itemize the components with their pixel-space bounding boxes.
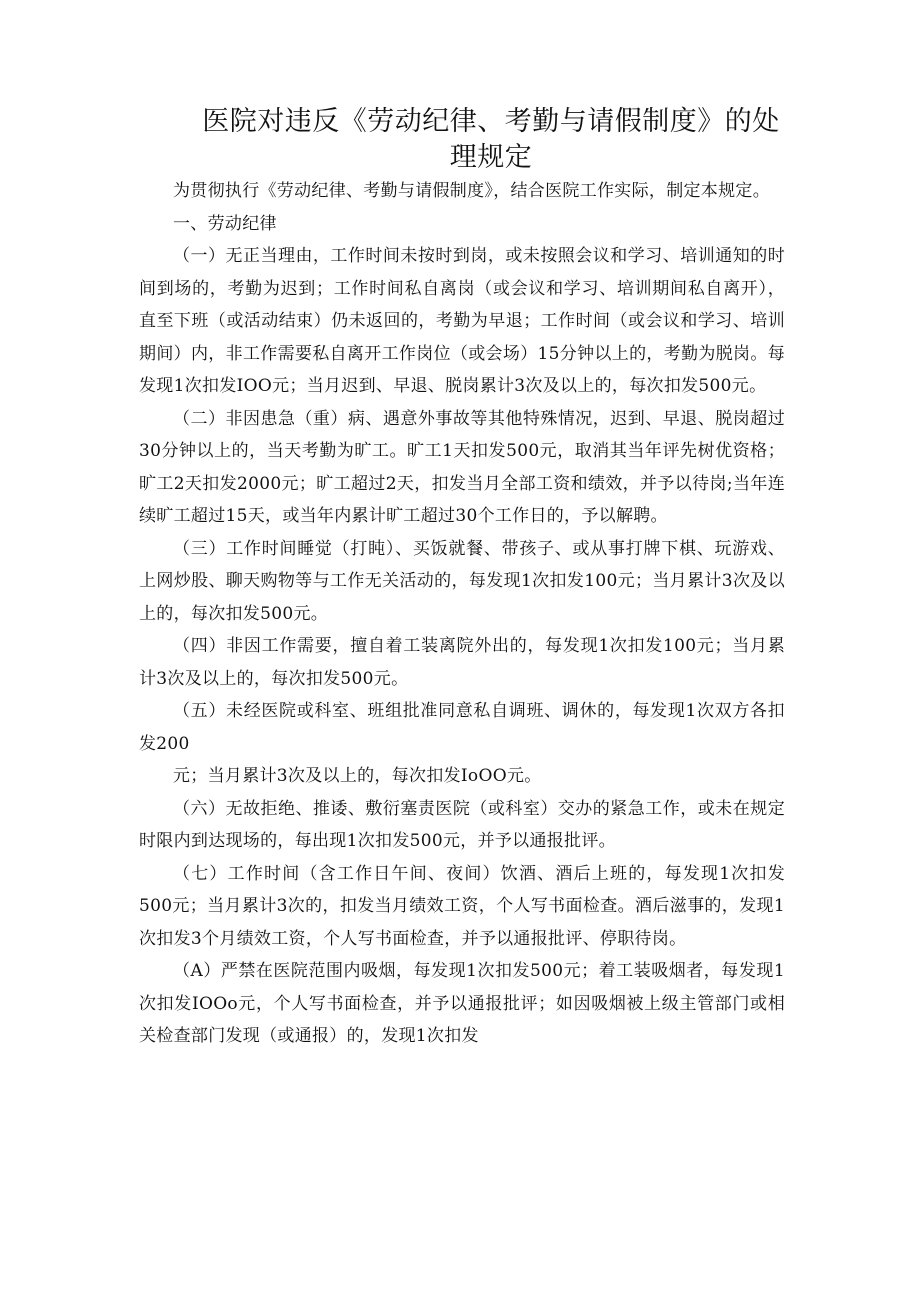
clause-4-paragraph: （四）非因工作需要，擅自着工装离院外出的，每发现1次扣发100元；当月累计3次及以上的，每次扣发500元。 — [139, 636, 785, 689]
clause-3-paragraph: （三）工作时间睡觉（打盹）、买饭就餐、带孩子、或从事打牌下棋、玩游戏、上网炒股、聊天购物等与工作无关活动的，每发现1次扣发100元；当月累计3次及以上的，每次扣发500元。 — [139, 538, 785, 624]
document-title — [140, 104, 842, 176]
clause-5-paragraph: （五）未经医院或科室、班组批准同意私自调班、调休的，每发现1次双方各扣发200 — [139, 701, 785, 754]
clause-5-continuation: 元；当月累计3次及以上的，每次扣发IoOO元。 — [173, 766, 542, 786]
section-heading-labor-discipline: 一、劳动纪律 — [173, 213, 277, 234]
clause-8-paragraph: （A）严禁在医院范围内吸烟，每发现1次扣发500元；着工装吸烟者，每发现1次扣发IOOo元，个人写书面检查，并予以通报批评；如因吸烟被上级主管部门或相关检查部门发现（或通报）的，发现1次扣发 — [139, 961, 785, 1046]
clause-7-paragraph: （七）工作时间（含工作日午间、夜间）饮酒、酒后上班的，每发现1次扣发500元；当月累计3次的，扣发当月绩效工资，个人写书面检查。酒后滋事的，发现1次扣发3个月绩效工资，个人写书面检查，并予以通报批评、停职待岗。 — [139, 863, 785, 949]
title-line-1: 医院对违反《劳动纪律、考勤与请假制度》的处 — [202, 106, 780, 137]
intro-paragraph: 为贯彻执行《劳动纪律、考勤与请假制度》，结合医院工作实际，制定本规定。 — [173, 181, 770, 201]
clause-1-paragraph: （一）无正当理由，工作时间未按时到岗，或未按照会议和学习、培训通知的时间到场的，考勤为迟到；工作时间私自离岗（或会议和学习、培训期间私自离开），直至下班（或活动结束）仍未返回的，考勤为早退；工作时间（或会议和学习、培训期间）内，非工作需要私自离开工作岗位（或会场）15分钟以上的，考勤为脱岗。每发现1次扣发IOO元；当月迟到、早退、脱岗累计3次及以上的，每次扣发500元。 — [139, 246, 785, 396]
clause-2-paragraph: （二）非因患急（重）病、遇意外事故等其他特殊情况，迟到、早退、脱岗超过30分钟以上的，当天考勤为旷工。旷工1天扣发500元，取消其当年评先树优资格；旷工2天扣发2000元；旷工超过2天，扣发当月全部工资和绩效，并予以待岗;当年连续旷工超过15天，或当年内累计旷工超过30个工作日的，予以解聘。 — [139, 408, 785, 526]
document-body — [139, 175, 785, 1053]
title-line-2: 理规定 — [449, 142, 533, 173]
clause-6-paragraph: （六）无故拒绝、推诿、敷衍塞责医院（或科室）交办的紧急工作，或未在规定时限内到达现场的，每出现1次扣发500元，并予以通报批评。 — [139, 798, 785, 851]
